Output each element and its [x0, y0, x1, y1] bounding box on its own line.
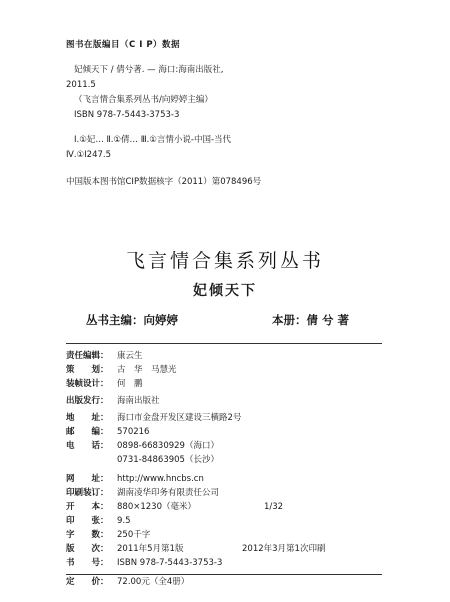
imprint-value: http://www.hncbs.cn [117, 474, 204, 484]
imprint-value: 海南出版社 [117, 396, 160, 406]
imprint-row [66, 486, 396, 500]
imprint-value: 570216 [117, 427, 150, 437]
series-title: 飞言情合集系列丛书 [125, 250, 324, 272]
imprint-label: 印刷装订： [66, 488, 109, 498]
imprint-label: 定 价： [66, 577, 109, 587]
imprint-row [66, 394, 396, 408]
imprint-row [66, 425, 396, 439]
imprint-label: 邮 编： [66, 427, 109, 437]
imprint-value: 何 鹏 [117, 379, 143, 389]
volume-author: 本册：倩 兮 著 [272, 313, 350, 327]
cip-series-line: （飞言情合集系列丛书/向婷婷主编） [74, 95, 213, 105]
imprint-row [66, 500, 396, 514]
cip-title-line: 妃倾天下 / 倩兮著. — 海口:海南出版社, [74, 65, 224, 75]
cip-classification-number: Ⅳ.①I247.5 [66, 150, 112, 160]
imprint-row [66, 575, 396, 589]
imprint-row [66, 363, 396, 377]
imprint-bottom-rule [66, 574, 382, 575]
imprint-value: 康云生 [117, 351, 143, 361]
book-title: 妃倾天下 [193, 283, 257, 299]
imprint-row [66, 528, 396, 542]
imprint-value: 0731-84863905（长沙） [117, 455, 219, 465]
imprint-value: 海口市金盘开发区建设三横路2号 [117, 413, 242, 423]
imprint-row [66, 556, 396, 570]
imprint-extra: 2012年3月第1次印刷 [242, 544, 326, 554]
imprint-label: 开 本： [66, 502, 109, 512]
imprint-value: 湖南凌华印务有限责任公司 [117, 488, 220, 498]
imprint-value: 880×1230（毫米） [117, 502, 196, 512]
imprint-block [66, 349, 396, 589]
imprint-label: 地 址： [66, 413, 109, 423]
imprint-label: 版 次： [66, 544, 109, 554]
imprint-label: 电 话： [66, 441, 109, 451]
imprint-top-rule [66, 343, 382, 344]
cip-heading: 图书在版编目（C I P）数据 [66, 40, 181, 50]
cip-isbn-line: ISBN 978-7-5443-3753-3 [74, 110, 180, 120]
imprint-row [66, 453, 396, 467]
imprint-label: 书 号： [66, 558, 109, 568]
cip-data-number: 中国版本图书馆CIP数据核字（2011）第078496号 [66, 177, 262, 187]
imprint-row [66, 542, 396, 556]
imprint-row [66, 514, 396, 528]
imprint-row [66, 411, 396, 425]
imprint-value: 72.00元（全4册） [117, 577, 190, 587]
cip-year-line: 2011.5 [66, 80, 96, 90]
imprint-label: 印 张： [66, 516, 109, 526]
imprint-value: 古 华 马慧光 [117, 365, 177, 375]
imprint-value: 250千字 [117, 530, 151, 540]
cip-classification-line: Ⅰ.①妃… Ⅱ.①倩… Ⅲ.①言情小说-中国-当代 [74, 135, 232, 145]
imprint-label: 出版发行： [66, 396, 109, 406]
imprint-row [66, 439, 396, 453]
imprint-value: 0898-66830929（海口） [117, 441, 219, 451]
imprint-label: 字 数： [66, 530, 109, 540]
imprint-label: 网 址： [66, 474, 109, 484]
imprint-row [66, 377, 396, 391]
imprint-extra: 1/32 [264, 502, 284, 512]
imprint-row [66, 472, 396, 486]
series-editor: 丛书主编：向婷婷 [86, 313, 178, 327]
imprint-value: 9.5 [117, 516, 131, 526]
imprint-row [66, 349, 396, 363]
imprint-label: 装帧设计： [66, 379, 109, 389]
cip-block [66, 38, 406, 190]
imprint-value: 2011年5月第1版 [117, 544, 184, 554]
imprint-label: 策 划： [66, 365, 109, 375]
imprint-value: ISBN 978-7-5443-3753-3 [117, 558, 223, 568]
imprint-label: 责任编辑： [66, 351, 109, 361]
